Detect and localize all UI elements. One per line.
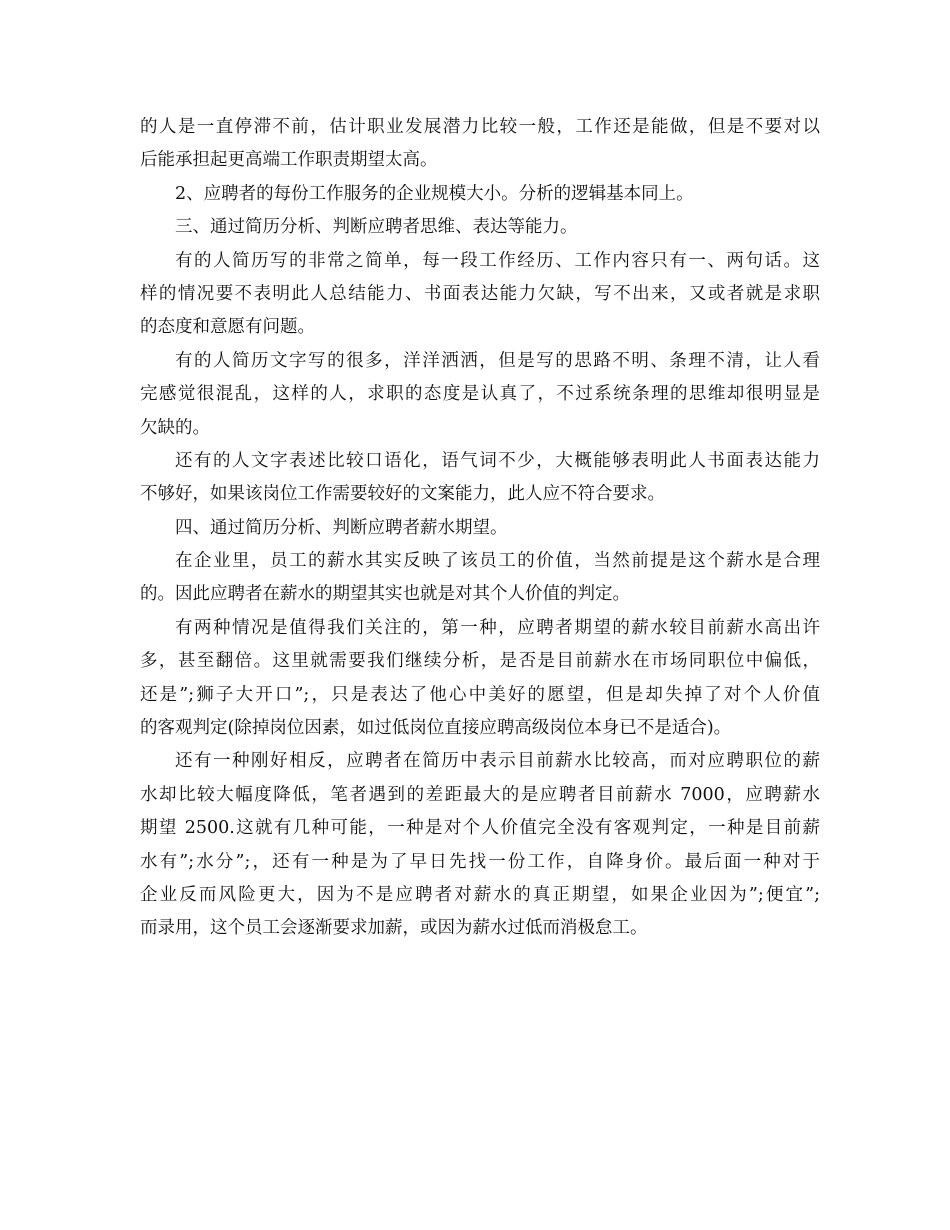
text-line: 期望 2500.这就有几种可能，一种是对个人价值完全没有客观判定，一种是目前薪 <box>140 818 820 839</box>
text-line: 有两种情况是值得我们关注的，第一种，应聘者期望的薪水较目前薪水高出许 <box>175 617 820 638</box>
text-line: 水却比较大幅度降低，笔者遇到的差距最大的是应聘者目前薪水 7000，应聘薪水 <box>140 784 820 805</box>
text-line: 还有的人文字表述比较口语化，语气词不少，大概能够表明此人书面表达能力 <box>175 450 820 471</box>
text-line: 有的人简历文字写的很多，洋洋洒洒，但是写的思路不明、条理不清，让人看 <box>175 350 820 371</box>
section-heading: 三、通过简历分析、判断应聘者思维、表达等能力。 <box>175 217 578 238</box>
text-line: 不够好，如果该岗位工作需要较好的文案能力，此人应不符合要求。 <box>140 484 665 505</box>
text-line: 的客观判定(除掉岗位因素，如过低岗位直接应聘高级岗位本身已不是适合)。 <box>140 718 732 739</box>
text-line: 样的情况要不表明此人总结能力、书面表达能力欠缺，写不出来，又或者就是求职 <box>140 283 820 304</box>
text-line: 在企业里，员工的薪水其实反映了该员工的价值，当然前提是这个薪水是合理 <box>175 551 820 572</box>
text-line: 的人是一直停滞不前，估计职业发展潜力比较一般，工作还是能做，但是不要对以 <box>140 117 820 137</box>
text-line: 后能承担起更高端工作职责期望太高。 <box>140 150 438 171</box>
text-line: 而录用，这个员工会逐渐要求加薪，或因为薪水过低而消极怠工。 <box>140 918 648 939</box>
text-line: 的态度和意愿有问题。 <box>140 317 315 338</box>
text-line: 还有一种刚好相反，应聘者在简历中表示目前薪水比较高，而对应聘职位的薪 <box>175 751 820 772</box>
document-body <box>140 111 820 946</box>
text-line: 欠缺的。 <box>140 417 210 438</box>
text-line: 的。因此应聘者在薪水的期望其实也就是对其个人价值的判定。 <box>140 584 630 605</box>
text-line: 多，甚至翻倍。这里就需要我们继续分析，是否是目前薪水在市场同职位中偏低， <box>140 651 820 672</box>
text-line: 还是”;狮子大开口”;，只是表达了他心中美好的愿望，但是却失掉了对个人价值 <box>140 684 820 705</box>
text-line: 有的人简历写的非常之简单，每一段工作经历、工作内容只有一、两句话。这 <box>175 250 820 271</box>
text-line: 企业反而风险更大，因为不是应聘者对薪水的真正期望，如果企业因为”;便宜”; <box>140 884 820 905</box>
text-line: 水有”;水分”;，还有一种是为了早日先找一份工作，自降身价。最后面一种对于 <box>140 851 820 872</box>
text-line: 完感觉很混乱，这样的人，求职的态度是认真了，不过系统条理的思维却很明显是 <box>140 384 820 405</box>
text-line: 2、应聘者的每份工作服务的企业规模大小。分析的逻辑基本同上。 <box>175 183 694 204</box>
section-heading: 四、通过简历分析、判断应聘者薪水期望。 <box>175 517 508 538</box>
